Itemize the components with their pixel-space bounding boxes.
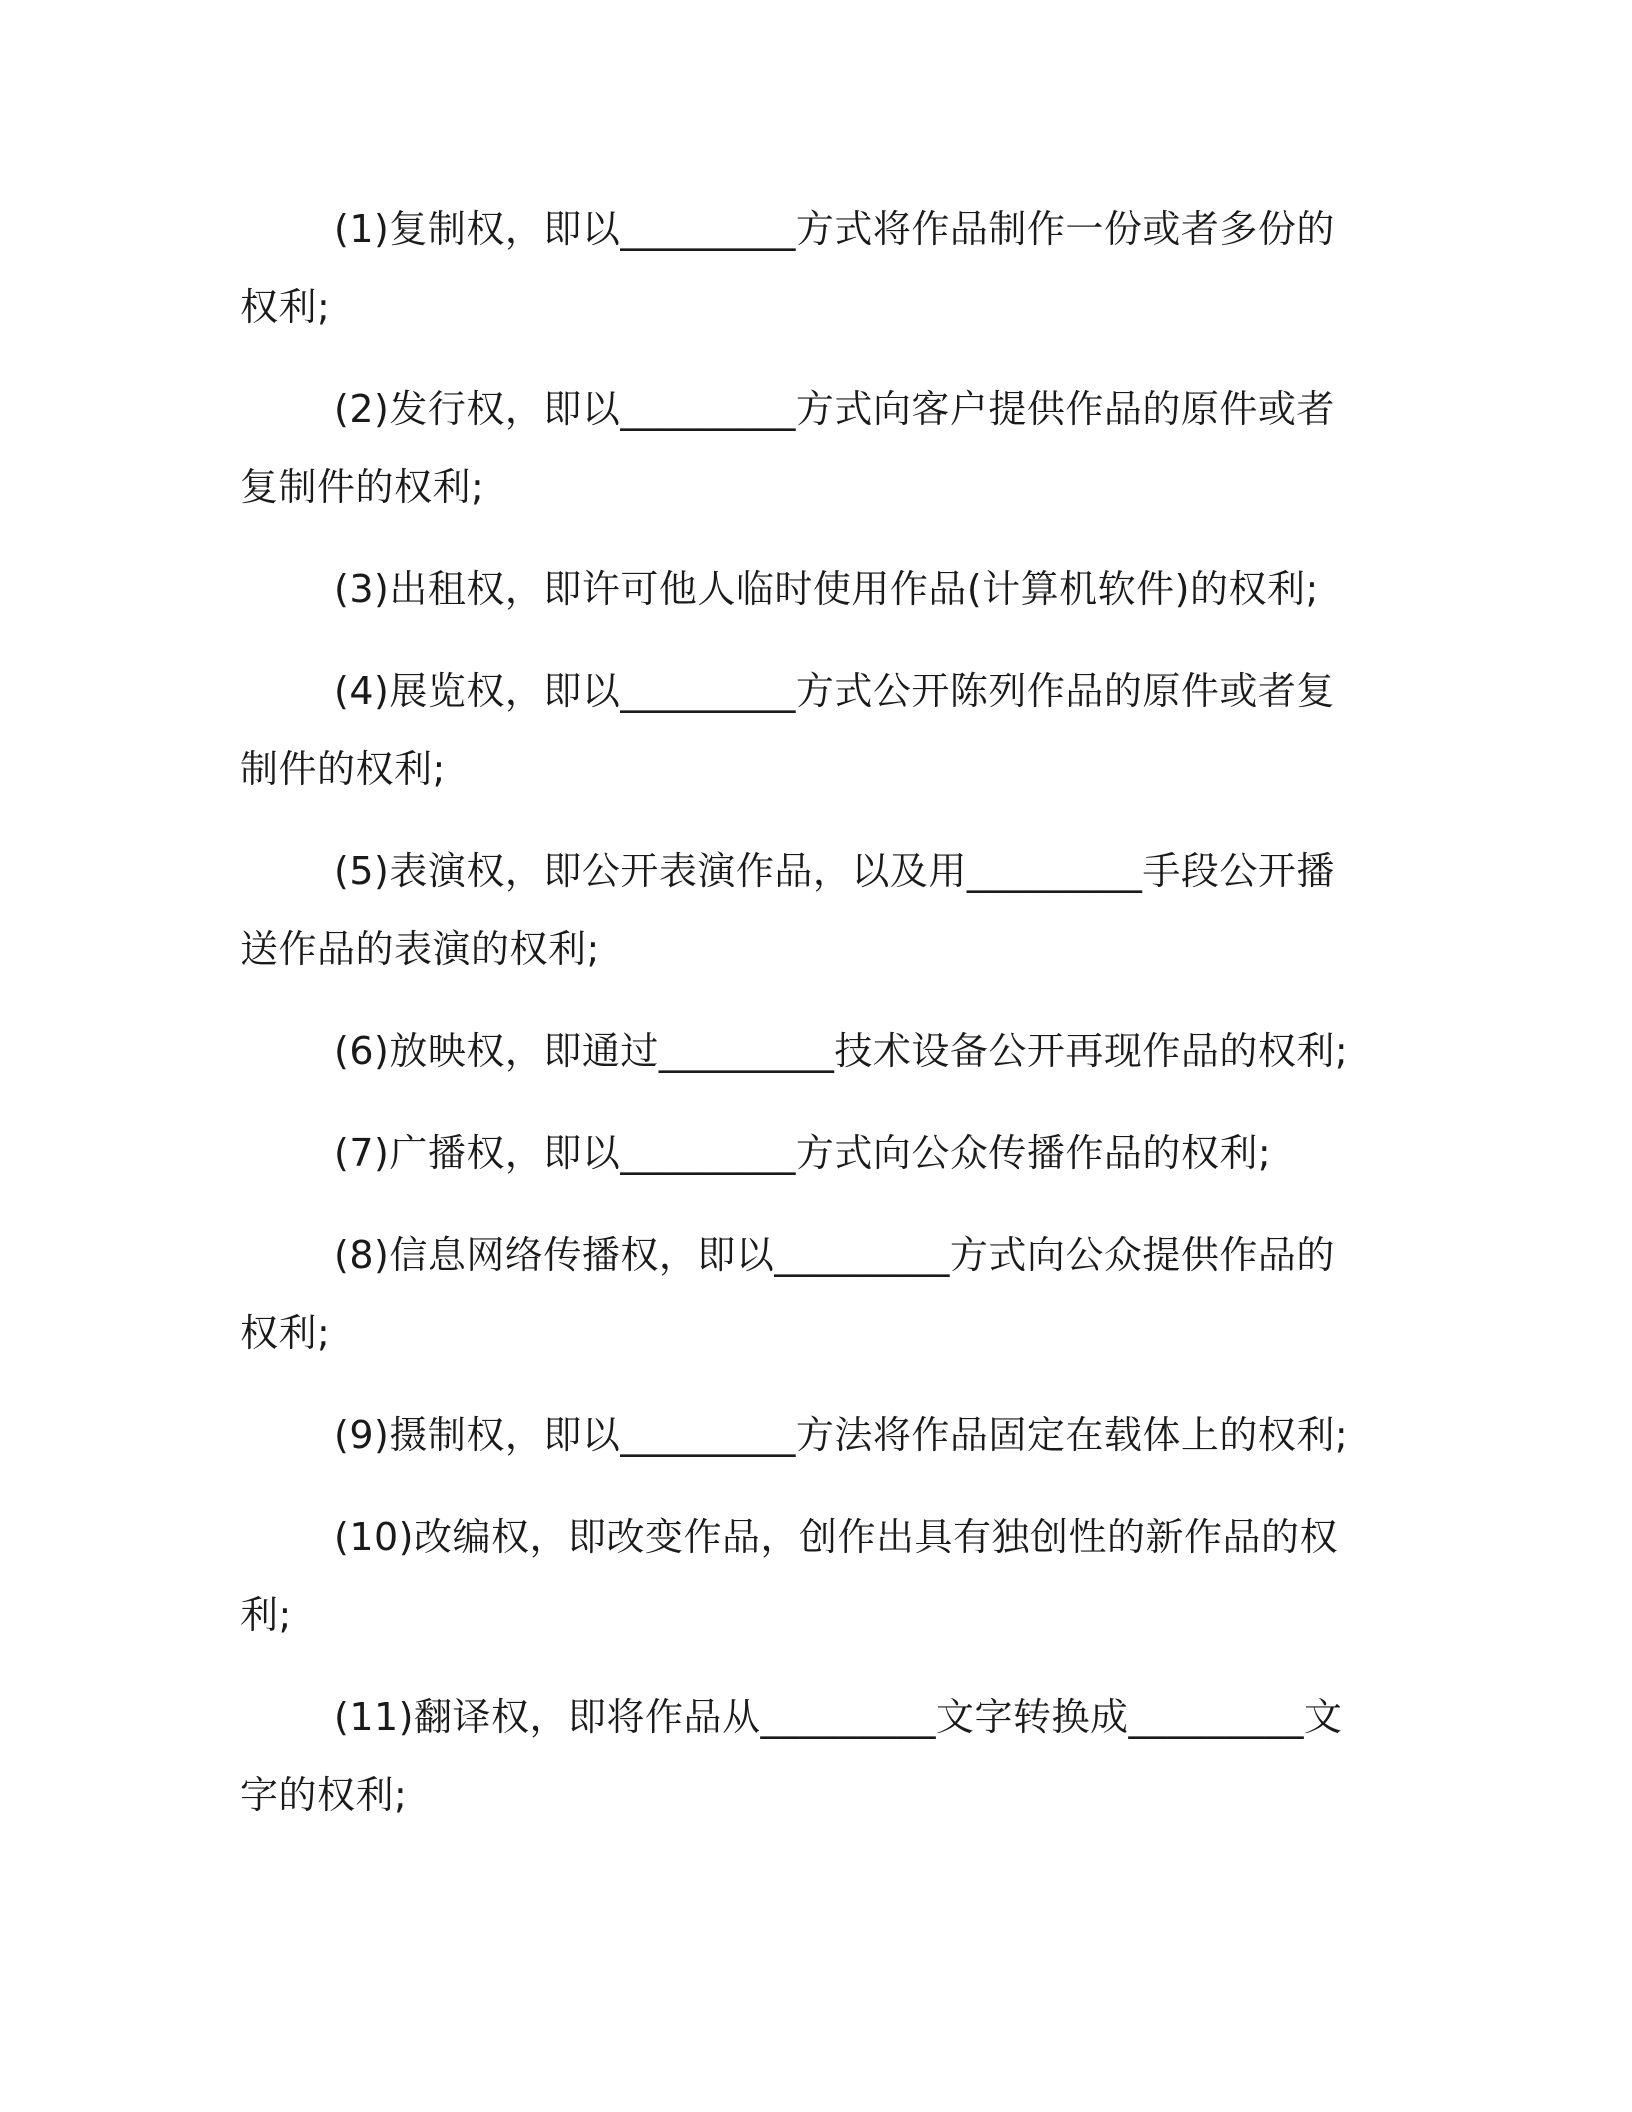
clause-translation-right: (11)翻译权，即将作品从_________文字转换成_________文字的权利; bbox=[240, 1695, 1343, 1817]
clause-performance-right: (5)表演权，即公开表演作品，以及用_________手段公开播送作品的表演的权利; bbox=[240, 849, 1335, 971]
clause-screening-right: (6)放映权，即通过_________技术设备公开再现作品的权利; bbox=[334, 1029, 1349, 1073]
clause-exhibition-right: (4)展览权，即以_________方式公开陈列作品的原件或者复制件的权利; bbox=[240, 669, 1335, 791]
clause-cinematography-right: (9)摄制权，即以_________方法将作品固定在载体上的权利; bbox=[334, 1413, 1349, 1457]
clause-network-dissemination-right: (8)信息网络传播权，即以_________方式向公众提供作品的权利; bbox=[240, 1233, 1335, 1355]
clause-adaptation-right: (10)改编权，即改变作品，创作出具有独创性的新作品的权利; bbox=[240, 1515, 1339, 1637]
clause-broadcasting-right: (7)广播权，即以_________方式向公众传播作品的权利; bbox=[334, 1131, 1272, 1175]
clause-reproduction-right: (1)复制权，即以_________方式将作品制作一份或者多份的权利; bbox=[240, 207, 1335, 329]
clause-distribution-right: (2)发行权，即以_________方式向客户提供作品的原件或者复制件的权利; bbox=[240, 387, 1335, 509]
rights-clause-list bbox=[240, 190, 1370, 1834]
clause-rental-right: (3)出租权，即许可他人临时使用作品(计算机软件)的权利; bbox=[334, 567, 1319, 611]
